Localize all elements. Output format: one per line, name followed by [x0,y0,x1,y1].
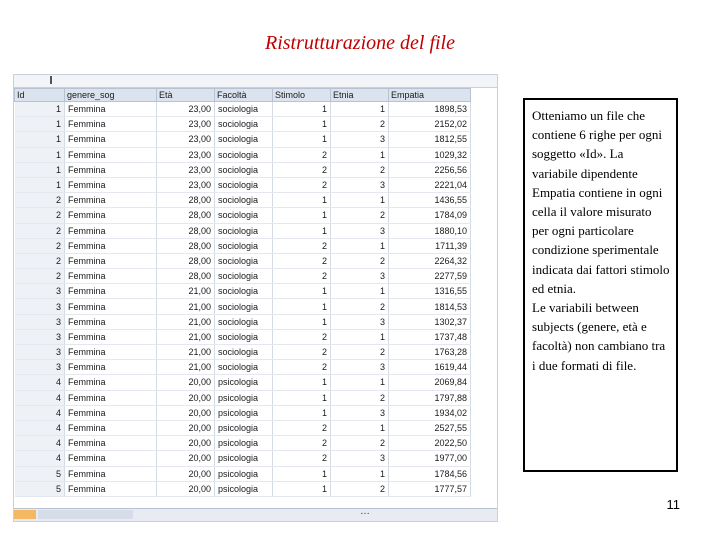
table-cell[interactable]: 1797,88 [389,390,471,405]
table-cell[interactable]: 20,00 [157,375,215,390]
table-cell[interactable]: psicologia [215,451,273,466]
table-cell[interactable]: sociologia [215,360,273,375]
table-row[interactable] [15,132,471,147]
table-cell[interactable]: 2 [331,208,389,223]
table-cell[interactable]: 2 [273,162,331,177]
table-row[interactable] [15,162,471,177]
table-cell[interactable]: 21,00 [157,284,215,299]
table-cell[interactable]: 20,00 [157,390,215,405]
table-cell[interactable]: 23,00 [157,132,215,147]
table-cell[interactable]: Femmina [65,147,157,162]
table-cell[interactable]: 2 [273,420,331,435]
column-header[interactable]: Stimolo [273,89,331,102]
table-row[interactable] [15,345,471,360]
table-cell[interactable]: Femmina [65,390,157,405]
page-number: 11 [666,497,680,512]
table-cell[interactable]: sociologia [215,162,273,177]
table-cell[interactable]: 20,00 [157,420,215,435]
table-cell[interactable]: 1 [331,329,389,344]
table-cell[interactable]: 4 [15,390,65,405]
table-cell[interactable]: 2 [273,360,331,375]
table-row[interactable] [15,253,471,268]
table-cell[interactable]: Femmina [65,481,157,496]
table-cell[interactable]: 1777,57 [389,481,471,496]
table-cell[interactable]: 1 [15,177,65,192]
table-cell[interactable]: 1 [273,466,331,481]
table-cell[interactable]: psicologia [215,375,273,390]
table-cell[interactable]: 1 [273,117,331,132]
table-cell[interactable]: 1 [15,147,65,162]
table-row[interactable] [15,436,471,451]
grid-bottom-bar [14,508,497,521]
table-cell[interactable]: sociologia [215,329,273,344]
table-cell[interactable]: Femmina [65,314,157,329]
table-cell[interactable]: 2 [331,345,389,360]
table-cell[interactable]: 2 [273,253,331,268]
table-row[interactable] [15,466,471,481]
table-cell[interactable]: 1 [331,466,389,481]
table-cell[interactable]: 2069,84 [389,375,471,390]
table-cell[interactable]: Femmina [65,420,157,435]
table-row[interactable] [15,177,471,192]
table-row[interactable] [15,193,471,208]
table-cell[interactable]: 1 [273,208,331,223]
note-paragraph: Le variabili between subjects (genere, età e facoltà) non cambiano tra i due formati di file. [532,300,666,373]
table-cell[interactable]: Femmina [65,375,157,390]
table-cell[interactable]: 2 [273,147,331,162]
table-cell[interactable]: Femmina [65,223,157,238]
table-row[interactable] [15,269,471,284]
table-cell[interactable]: Femmina [65,177,157,192]
column-header[interactable]: Id [15,89,65,102]
table-row[interactable] [15,208,471,223]
table-cell[interactable]: 1880,10 [389,223,471,238]
column-header[interactable]: genere_sog [65,89,157,102]
table-row[interactable] [15,360,471,375]
table-cell[interactable]: 1 [331,147,389,162]
table-cell[interactable]: 1784,09 [389,208,471,223]
table-cell[interactable]: sociologia [215,238,273,253]
table-cell[interactable]: 23,00 [157,147,215,162]
table-cell[interactable]: 1 [331,375,389,390]
table-cell[interactable]: 3 [15,314,65,329]
table-cell[interactable]: 1029,32 [389,147,471,162]
table-cell[interactable]: sociologia [215,299,273,314]
table-cell[interactable]: Femmina [65,466,157,481]
table-cell[interactable]: 3 [15,284,65,299]
table-cell[interactable]: 1711,39 [389,238,471,253]
table-cell[interactable]: 28,00 [157,193,215,208]
variable-view-tab[interactable] [38,510,133,519]
table-cell[interactable]: 1 [15,102,65,117]
table-cell[interactable]: sociologia [215,208,273,223]
table-cell[interactable]: psicologia [215,390,273,405]
note-paragraph: Otteniamo un file che contiene 6 righe per ogni soggetto «Id». La variabile dipendente Empatia contiene in ogni cella il valore misurato per ogni particolare condizione sperimentale indicata dai fattori stimolo ed etnia. [532,108,670,296]
table-cell[interactable]: psicologia [215,436,273,451]
table-cell[interactable]: 1737,48 [389,329,471,344]
table-cell[interactable]: 2 [331,390,389,405]
table-row[interactable] [15,420,471,435]
table-cell[interactable]: 3 [331,132,389,147]
table-cell[interactable]: Femmina [65,132,157,147]
table-cell[interactable]: psicologia [215,405,273,420]
table-row[interactable] [15,117,471,132]
table-cell[interactable]: 1 [273,284,331,299]
table-cell[interactable]: 23,00 [157,177,215,192]
table-cell[interactable]: 21,00 [157,314,215,329]
table-cell[interactable]: 2022,50 [389,436,471,451]
table-row[interactable] [15,284,471,299]
table-cell[interactable]: 1302,37 [389,314,471,329]
table-cell[interactable]: 2 [15,253,65,268]
table-cell[interactable]: 28,00 [157,253,215,268]
column-header[interactable]: Etnia [331,89,389,102]
table-row[interactable] [15,329,471,344]
table-row[interactable] [15,451,471,466]
table-cell[interactable]: psicologia [215,466,273,481]
table-cell[interactable]: 1898,53 [389,102,471,117]
table-cell[interactable]: 1784,56 [389,466,471,481]
table-cell[interactable]: 3 [331,269,389,284]
table-cell[interactable]: 2 [273,451,331,466]
table-cell[interactable]: Femmina [65,329,157,344]
table-cell[interactable]: sociologia [215,193,273,208]
table-cell[interactable]: 21,00 [157,345,215,360]
table-cell[interactable]: 2 [273,329,331,344]
column-header[interactable]: Età [157,89,215,102]
table-cell[interactable]: 2221,04 [389,177,471,192]
table-cell[interactable]: 2 [273,177,331,192]
table-cell[interactable]: 21,00 [157,329,215,344]
table-cell[interactable]: Femmina [65,162,157,177]
table-cell[interactable]: Femmina [65,269,157,284]
table-cell[interactable]: Femmina [65,405,157,420]
table-cell[interactable]: 21,00 [157,360,215,375]
table-cell[interactable]: sociologia [215,147,273,162]
data-view-grid [13,74,498,522]
table-cell[interactable]: 2277,59 [389,269,471,284]
table-cell[interactable]: 1 [331,284,389,299]
table-cell[interactable]: 4 [15,405,65,420]
table-cell[interactable]: 2 [331,299,389,314]
table-cell[interactable]: psicologia [215,420,273,435]
table-row[interactable] [15,299,471,314]
table-cell[interactable]: 1 [273,193,331,208]
table-cell[interactable]: 20,00 [157,405,215,420]
table-cell[interactable]: 3 [331,177,389,192]
table-cell[interactable]: sociologia [215,117,273,132]
table-cell[interactable]: 2 [15,193,65,208]
table-cell[interactable]: psicologia [215,481,273,496]
table-cell[interactable]: 1 [273,390,331,405]
table-row[interactable] [15,314,471,329]
table-cell[interactable]: Femmina [65,102,157,117]
table-cell[interactable]: Femmina [65,193,157,208]
table-cell[interactable]: Femmina [65,360,157,375]
table-cell[interactable]: 3 [15,345,65,360]
table-row[interactable] [15,375,471,390]
table-cell[interactable]: sociologia [215,102,273,117]
table-cell[interactable]: Femmina [65,284,157,299]
table-cell[interactable]: 20,00 [157,436,215,451]
table-cell[interactable]: 1 [273,132,331,147]
table-cell[interactable]: 2 [15,238,65,253]
table-cell[interactable]: 1 [331,420,389,435]
column-header[interactable]: Empatia [389,89,471,102]
table-cell[interactable]: 2 [273,269,331,284]
table-cell[interactable]: 2 [331,162,389,177]
table-cell[interactable]: 20,00 [157,466,215,481]
table-cell[interactable]: 1 [331,238,389,253]
table-cell[interactable]: 1 [273,299,331,314]
table-cell[interactable]: 2527,55 [389,420,471,435]
table-row[interactable] [15,238,471,253]
table-cell[interactable]: 1 [15,132,65,147]
table-cell[interactable]: 1 [273,314,331,329]
table-cell[interactable]: Femmina [65,253,157,268]
table-cell[interactable]: 2 [15,223,65,238]
table-cell[interactable]: 1 [273,102,331,117]
table-cell[interactable]: 2 [331,481,389,496]
table-cell[interactable]: 1934,02 [389,405,471,420]
table-cell[interactable]: 20,00 [157,481,215,496]
table-cell[interactable]: 23,00 [157,102,215,117]
table-cell[interactable]: Femmina [65,208,157,223]
table-cell[interactable]: 1 [273,481,331,496]
table-cell[interactable]: 1814,53 [389,299,471,314]
table-cell[interactable]: 2256,56 [389,162,471,177]
table-cell[interactable]: sociologia [215,269,273,284]
data-table [14,88,471,497]
table-cell[interactable]: Femmina [65,345,157,360]
table-cell[interactable]: 3 [15,329,65,344]
table-cell[interactable]: 2 [273,436,331,451]
table-cell[interactable]: Femmina [65,436,157,451]
table-cell[interactable]: 1 [331,193,389,208]
table-cell[interactable]: 20,00 [157,451,215,466]
table-cell[interactable]: 2 [331,117,389,132]
table-cell[interactable]: 1763,28 [389,345,471,360]
scroll-indicator-icon: … [360,506,370,517]
table-cell[interactable]: sociologia [215,223,273,238]
table-cell[interactable]: sociologia [215,345,273,360]
table-cell[interactable]: 21,00 [157,299,215,314]
table-cell[interactable]: 1 [15,162,65,177]
table-row[interactable] [15,390,471,405]
table-cell[interactable]: 1 [331,102,389,117]
slide-title: Ristrutturazione del file [265,32,455,54]
table-cell[interactable]: 3 [331,223,389,238]
table-cell[interactable]: 5 [15,466,65,481]
table-cell[interactable]: 1 [273,405,331,420]
table-cell[interactable]: 28,00 [157,269,215,284]
table-cell[interactable]: 4 [15,375,65,390]
table-cell[interactable]: 1316,55 [389,284,471,299]
explanation-box [523,98,678,472]
table-cell[interactable]: sociologia [215,132,273,147]
table-cell[interactable]: 23,00 [157,162,215,177]
table-cell[interactable]: 2 [273,345,331,360]
table-row[interactable] [15,223,471,238]
table-cell[interactable]: 28,00 [157,238,215,253]
table-cell[interactable]: 2152,02 [389,117,471,132]
data-view-tab[interactable] [14,510,36,519]
table-row[interactable] [15,405,471,420]
table-cell[interactable]: Femmina [65,117,157,132]
table-cell[interactable]: 28,00 [157,208,215,223]
table-body [15,102,471,497]
table-cell[interactable]: 3 [331,451,389,466]
table-cell[interactable]: 5 [15,481,65,496]
table-cell[interactable]: 2 [15,269,65,284]
table-cell[interactable]: 2 [331,436,389,451]
table-cell[interactable]: 3 [331,314,389,329]
cell-cursor-marker [50,76,52,84]
table-cell[interactable]: 4 [15,436,65,451]
table-cell[interactable]: sociologia [215,253,273,268]
table-cell[interactable]: sociologia [215,284,273,299]
table-cell[interactable]: 2 [331,253,389,268]
table-cell[interactable]: 1 [273,223,331,238]
table-row[interactable] [15,481,471,496]
table-cell[interactable]: 4 [15,420,65,435]
table-header-row [15,89,471,102]
table-cell[interactable]: 2264,32 [389,253,471,268]
table-row[interactable] [15,102,471,117]
table-cell[interactable]: Femmina [65,299,157,314]
table-cell[interactable]: 23,00 [157,117,215,132]
table-cell[interactable]: 28,00 [157,223,215,238]
table-cell[interactable]: sociologia [215,314,273,329]
table-cell[interactable]: Femmina [65,238,157,253]
table-cell[interactable]: 3 [331,405,389,420]
table-cell[interactable]: 3 [15,360,65,375]
table-cell[interactable]: 3 [15,299,65,314]
grid-toolbar-strip [14,75,497,88]
table-cell[interactable]: 1812,55 [389,132,471,147]
table-cell[interactable]: sociologia [215,177,273,192]
table-cell[interactable]: Femmina [65,451,157,466]
table-cell[interactable]: 1619,44 [389,360,471,375]
table-cell[interactable]: 2 [273,238,331,253]
table-cell[interactable]: 4 [15,451,65,466]
table-cell[interactable]: 2 [15,208,65,223]
table-row[interactable] [15,147,471,162]
table-cell[interactable]: 1 [15,117,65,132]
table-cell[interactable]: 1977,00 [389,451,471,466]
table-cell[interactable]: 3 [331,360,389,375]
column-header[interactable]: Facoltà [215,89,273,102]
table-cell[interactable]: 1 [273,375,331,390]
table-cell[interactable]: 1436,55 [389,193,471,208]
